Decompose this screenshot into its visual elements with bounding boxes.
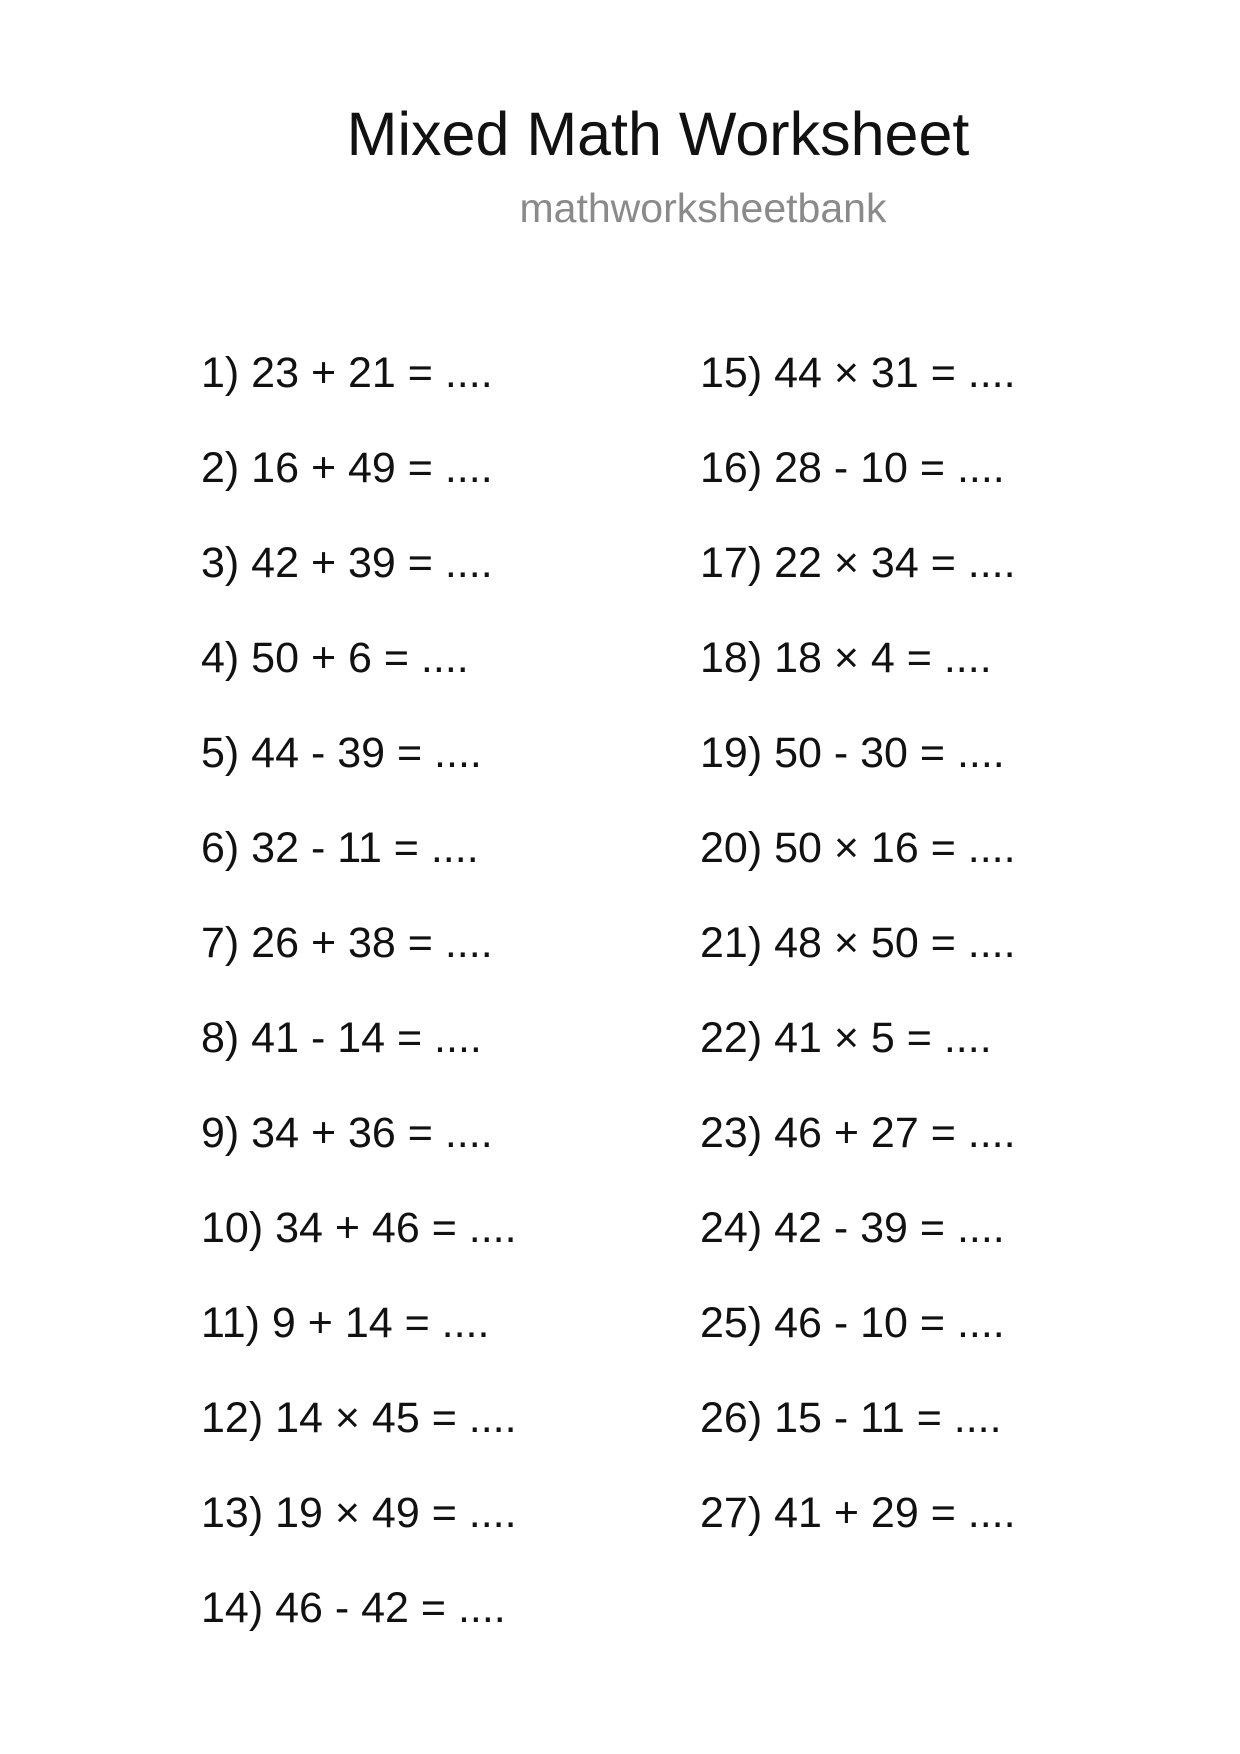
problem-10: 10) 34 + 46 = .... (201, 1204, 517, 1252)
problems-left-column (201, 348, 517, 1678)
problem-19: 19) 50 - 30 = .... (700, 729, 1005, 777)
problem-2: 2) 16 + 49 = .... (201, 444, 493, 492)
problem-8: 8) 41 - 14 = .... (201, 1014, 482, 1062)
problem-4: 4) 50 + 6 = .... (201, 634, 469, 682)
problem-23: 23) 46 + 27 = .... (700, 1109, 1016, 1157)
problems-right-column (700, 348, 1016, 1583)
problem-9: 9) 34 + 36 = .... (201, 1109, 493, 1157)
problem-7: 7) 26 + 38 = .... (201, 919, 493, 967)
problem-14: 14) 46 - 42 = .... (201, 1584, 506, 1632)
problem-12: 12) 14 × 45 = .... (201, 1394, 517, 1442)
problem-6: 6) 32 - 11 = .... (201, 824, 479, 872)
problem-11: 11) 9 + 14 = .... (201, 1299, 490, 1347)
problem-13: 13) 19 × 49 = .... (201, 1489, 517, 1537)
problem-1: 1) 23 + 21 = .... (201, 349, 493, 397)
problem-17: 17) 22 × 34 = .... (700, 539, 1016, 587)
problem-24: 24) 42 - 39 = .... (700, 1204, 1005, 1252)
worksheet-title: Mixed Math Worksheet (346, 100, 970, 168)
problem-21: 21) 48 × 50 = .... (700, 919, 1016, 967)
problem-26: 26) 15 - 11 = .... (700, 1394, 1002, 1442)
problem-3: 3) 42 + 39 = .... (201, 539, 493, 587)
worksheet-subtitle: mathworksheetbank (519, 185, 887, 231)
problem-20: 20) 50 × 16 = .... (700, 824, 1016, 872)
problem-22: 22) 41 × 5 = .... (700, 1014, 992, 1062)
problem-25: 25) 46 - 10 = .... (700, 1299, 1005, 1347)
problem-5: 5) 44 - 39 = .... (201, 729, 482, 777)
problem-27: 27) 41 + 29 = .... (700, 1489, 1016, 1537)
problem-16: 16) 28 - 10 = .... (700, 444, 1005, 492)
problem-18: 18) 18 × 4 = .... (700, 634, 992, 682)
problem-15: 15) 44 × 31 = .... (700, 349, 1016, 397)
